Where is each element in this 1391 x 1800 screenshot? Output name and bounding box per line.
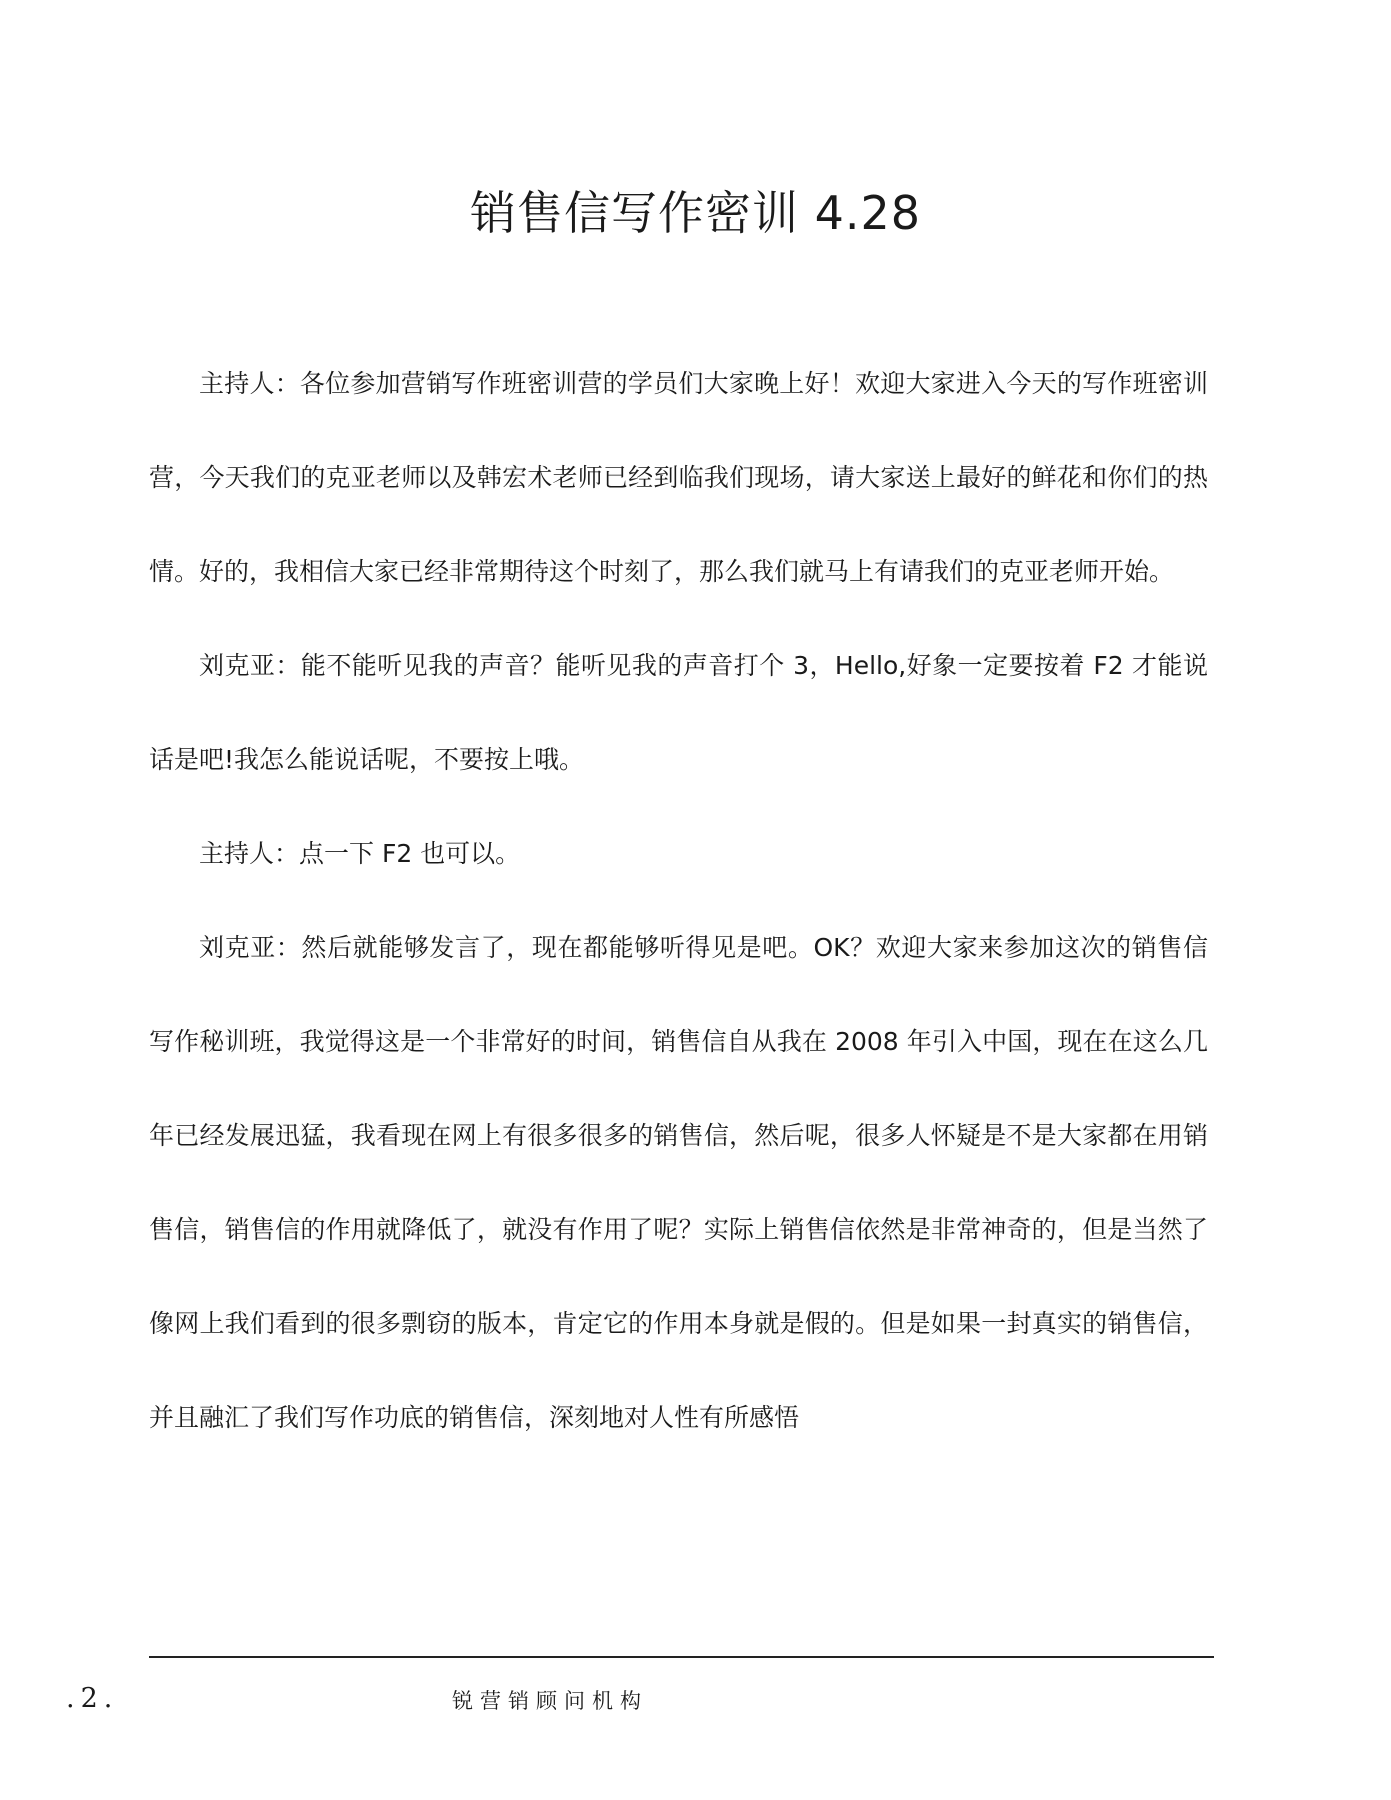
footer-organization: 锐营销顾问机构	[452, 1689, 648, 1713]
paragraph-host-f2: 主持人：点一下 F2 也可以。	[199, 839, 521, 868]
footer-divider	[149, 1656, 1214, 1658]
document-body	[149, 337, 1208, 1465]
paragraph-liu-keya-intro: 刘克亚：然后就能够发言了，现在都能够听得见是吧。OK？欢迎大家来参加这次的销售信写作秘训班，我觉得这是一个非常好的时间，销售信自从我在 2008 年引入中国，现在在这么几年已经发展迅猛，我看现在网上有很多很多的销售信，然后呢，很多人怀疑是不是大家都在用销售信，销售信的作用就降低了，就没有作用了呢？实际上销售信依然是非常神奇的，但是当然了像网上我们看到的很多剽窃的版本，肯定它的作用本身就是假的。但是如果一封真实的销售信，并且融汇了我们写作功底的销售信，深刻地对人性有所感悟	[149, 933, 1208, 1432]
page-title: 销售信写作密训 4.28	[469, 185, 922, 240]
page-number: .2.	[66, 1683, 119, 1714]
paragraph-liu-keya-audio-check: 刘克亚：能不能听见我的声音？能听见我的声音打个 3，Hello,好象一定要按着 F2 才能说话是吧!我怎么能说话呢，不要按上哦。	[149, 651, 1208, 774]
paragraph-host-welcome: 主持人：各位参加营销写作班密训营的学员们大家晚上好！欢迎大家进入今天的写作班密训营，今天我们的克亚老师以及韩宏术老师已经到临我们现场，请大家送上最好的鲜花和你们的热情。好的，我相信大家已经非常期待这个时刻了，那么我们就马上有请我们的克亚老师开始。	[149, 369, 1208, 586]
